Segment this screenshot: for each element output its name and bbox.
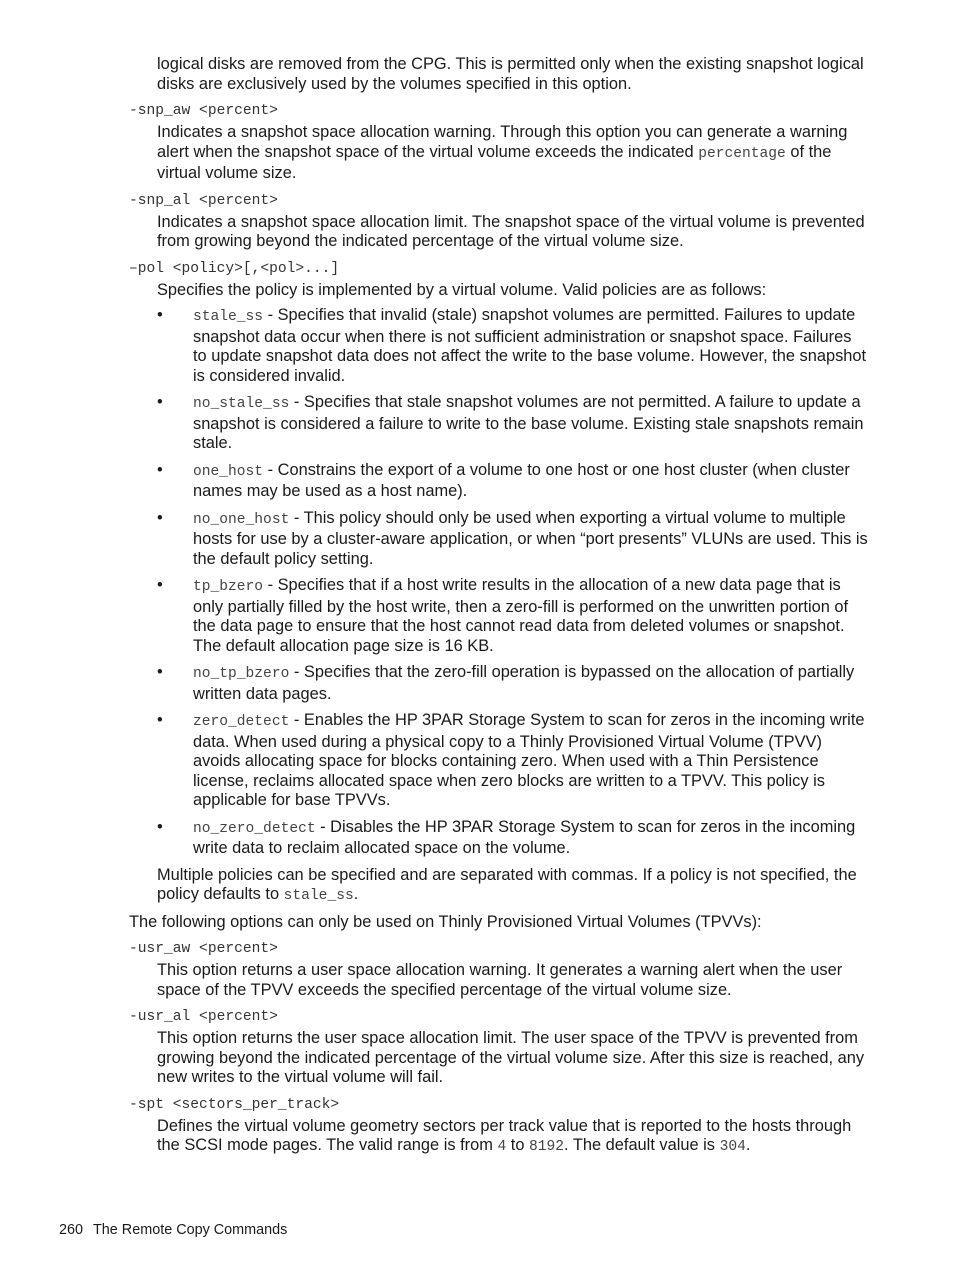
page-footer bbox=[59, 1222, 287, 1238]
snp-aw-description bbox=[157, 123, 869, 184]
policy-code: one_host bbox=[193, 463, 264, 480]
spt-text-c: . bbox=[745, 1136, 751, 1154]
snp-aw-text-a: Indicates a snapshot space allocation warning. Through this option you can generate a warning alert when the snapshot space of the virtual volume exceeds the indicated bbox=[157, 123, 848, 161]
option-usr-aw: -usr_aw <percent> bbox=[129, 941, 278, 957]
bullet: • bbox=[157, 817, 163, 836]
policy-code: no_tp_bzero bbox=[193, 666, 290, 682]
spt-default: 304 bbox=[719, 1139, 746, 1155]
spt-text-b: . The default value is bbox=[564, 1136, 715, 1154]
policy-code: tp_bzero bbox=[193, 579, 264, 595]
bullet: • bbox=[157, 393, 163, 411]
policy-code: zero_detect bbox=[193, 714, 290, 730]
snp-aw-code: percentage bbox=[698, 145, 786, 162]
bullet: • bbox=[157, 663, 163, 681]
snp-aw-text-b: of the virtual volume size. bbox=[157, 142, 832, 182]
list-item bbox=[157, 461, 869, 502]
bullet: • bbox=[157, 508, 163, 527]
pol-after-text: Multiple policies can be specified and are separated with commas. If a policy is not specified, the policy defaults to bbox=[157, 865, 857, 903]
pol-after-period: . bbox=[353, 885, 359, 903]
usr-aw-description: This option returns a user space allocation warning. It generates a warning alert when the user space of the TPVV exceeds the specified percentage of the virtual volume size. bbox=[157, 961, 843, 999]
list-item bbox=[157, 509, 869, 570]
option-snp-aw: -snp_aw <percent> bbox=[129, 103, 278, 119]
policy-text: - Enables the HP 3PAR Storage System to scan for zeros in the incoming write data. When used during a physical copy to a Thinly Provisioned Virtual Volume (TPVV) avoids allocating space for blocks containing zero. When used with a Thin Persistence license, reclaims allocated space when zero blocks are written to a TPVV. This policy is applicable for base TPVVs. bbox=[193, 711, 865, 809]
option-spt: -spt <sectors_per_track> bbox=[129, 1096, 340, 1113]
intro-paragraph: logical disks are removed from the CPG. This is permitted only when the existing snapshot logical disks are exclusively used by the volumes specified in this option. bbox=[157, 55, 864, 93]
policy-code: stale_ss bbox=[193, 309, 264, 325]
snp-al-description: Indicates a snapshot space allocation limit. The snapshot space of the virtual volume is prevented from growing beyond the indicated percentage of the virtual volume size. bbox=[157, 212, 865, 250]
option-snp-al: -snp_al <percent> bbox=[129, 192, 278, 209]
spt-description bbox=[157, 1117, 869, 1158]
option-pol: –pol <policy>[,<pol>...] bbox=[129, 260, 340, 277]
policy-text: - Specifies that stale snapshot volumes are not permitted. A failure to update a snapshot is considered a failure to write to the base volume. Existing stale snapshots remain stale. bbox=[193, 393, 864, 452]
list-item bbox=[157, 576, 869, 656]
list-item bbox=[157, 711, 869, 811]
list-item bbox=[157, 818, 869, 859]
list-item bbox=[157, 663, 869, 704]
spt-text-a: Defines the virtual volume geometry sectors per track value that is reported to the hosts through the SCSI mode pages. The valid range is from bbox=[157, 1116, 852, 1154]
pol-description: Specifies the policy is implemented by a virtual volume. Valid policies are as follows: bbox=[157, 280, 767, 299]
policy-text: - Disables the HP 3PAR Storage System to scan for zeros in the incoming write data to reclaim allocated space on the volume. bbox=[193, 817, 856, 857]
policy-text: - Constrains the export of a volume to one host or one host cluster (when cluster names may be used as a host name). bbox=[193, 460, 850, 500]
policy-list bbox=[157, 306, 869, 859]
spt-min: 4 bbox=[497, 1139, 507, 1155]
list-item bbox=[157, 306, 869, 386]
page-content bbox=[129, 55, 869, 1158]
tpvv-intro: The following options can only be used on Thinly Provisioned Virtual Volumes (TPVVs): bbox=[129, 912, 762, 931]
bullet: • bbox=[157, 460, 163, 479]
bullet: • bbox=[157, 306, 163, 324]
policy-code: no_stale_ss bbox=[193, 396, 290, 412]
usr-al-description: This option returns the user space allocation limit. The user space of the TPVV is prevented from growing beyond the indicated percentage of the virtual volume size. After this size is reached, any new writes to the virtual volume will fail. bbox=[157, 1029, 865, 1086]
list-item bbox=[157, 393, 869, 454]
option-usr-al: -usr_al <percent> bbox=[129, 1009, 278, 1025]
spt-to: to bbox=[510, 1136, 525, 1154]
policy-text: - Specifies that the zero-fill operation is bypassed on the allocation of partially written data pages. bbox=[193, 663, 855, 703]
policy-code: no_zero_detect bbox=[193, 820, 316, 837]
bullet: • bbox=[157, 711, 163, 729]
pol-default-code: stale_ss bbox=[283, 888, 354, 904]
pol-after-paragraph bbox=[157, 866, 869, 907]
policy-text: - Specifies that invalid (stale) snapshot volumes are permitted. Failures to update snapshot data occur when there is not sufficient administration or snapshot space. Failures to update snapshot data does not affect the write to the base volume. However, the snapshot is considered invalid. bbox=[193, 306, 867, 385]
policy-code: no_one_host bbox=[193, 511, 290, 528]
page-number: 260 bbox=[59, 1222, 84, 1238]
spt-max: 8192 bbox=[529, 1139, 565, 1155]
footer-section-title: The Remote Copy Commands bbox=[93, 1222, 288, 1238]
policy-text: - Specifies that if a host write results in the allocation of a new data page that is only partially filled by the host write, then a zero-fill is performed on the unwritten portion of the data page to ensure that the host cannot read data from deleted volumes or snapshot. The default allocation page size is 16 KB. bbox=[193, 576, 849, 655]
bullet: • bbox=[157, 576, 163, 594]
policy-text: - This policy should only be used when exporting a virtual volume to multiple hosts for use by a cluster-aware application, or when “port presents” VLUNs are used. This is the default policy setting. bbox=[193, 508, 868, 568]
